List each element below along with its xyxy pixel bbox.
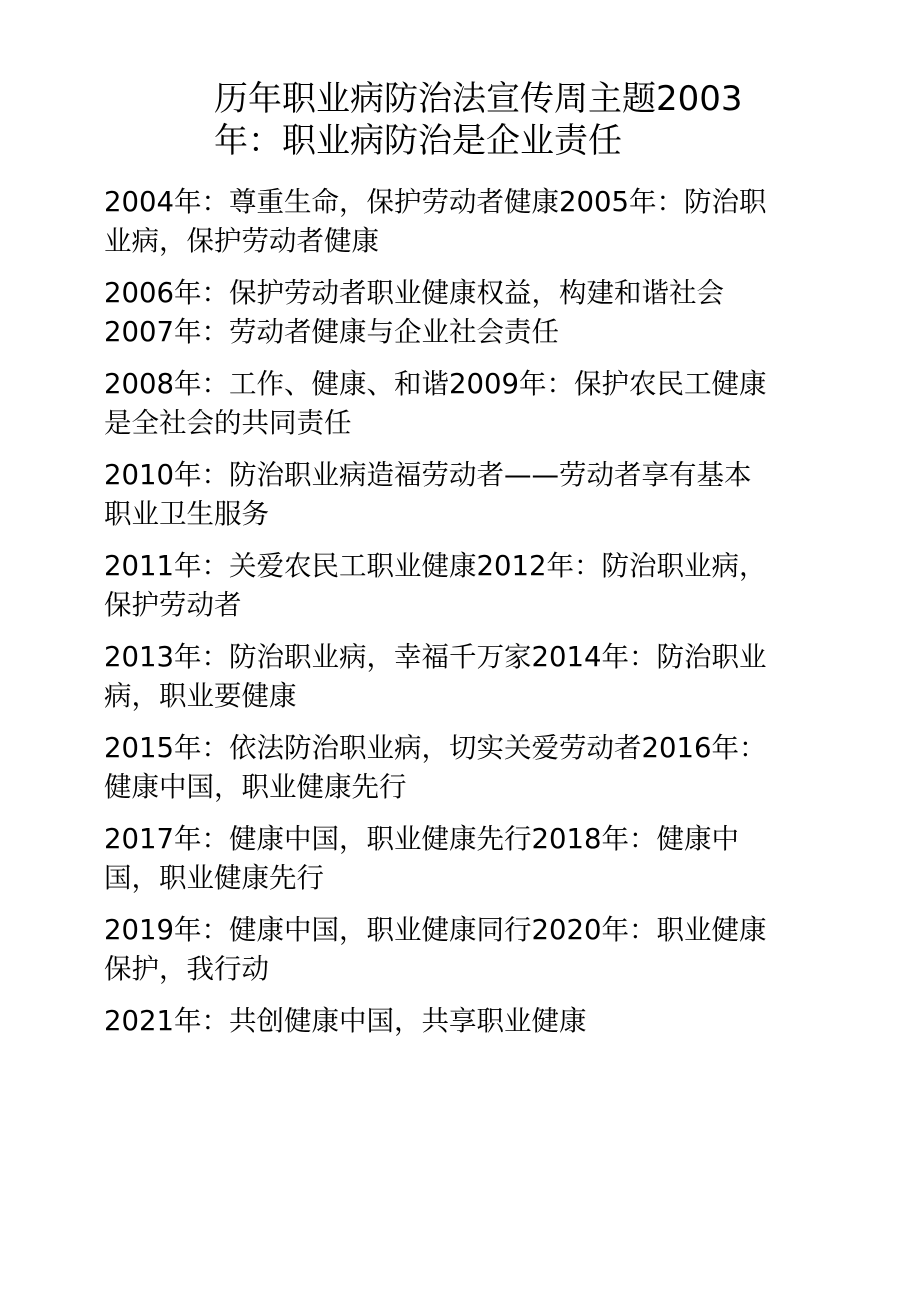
paragraph — [104, 820, 814, 897]
paragraph — [104, 1002, 814, 1041]
paragraph-line: 2017年：健康中国，职业健康先行2018年：健康中 — [104, 823, 739, 855]
paragraph-line: 保护，我行动 — [104, 952, 269, 985]
paragraph-line: 2007年：劳动者健康与企业社会责任 — [104, 315, 559, 348]
paragraph-line: 业病，保护劳动者健康 — [104, 224, 379, 257]
paragraph-line: 2015年：依法防治职业病，切实关爱劳动者2016年： — [104, 732, 767, 764]
paragraph-line: 2010年：防治职业病造福劳动者——劳动者享有基本 — [104, 459, 752, 491]
paragraph-line: 职业卫生服务 — [104, 497, 269, 530]
paragraph-line: 2011年：关爱农民工职业健康2012年：防治职业病， — [104, 550, 767, 582]
paragraph-line: 2008年：工作、健康、和谐2009年：保护农民工健康 — [104, 368, 767, 400]
paragraph-line: 是全社会的共同责任 — [104, 406, 352, 439]
paragraph-line: 病，职业要健康 — [104, 679, 297, 712]
paragraph-line: 2006年：保护劳动者职业健康权益，构建和谐社会 — [104, 277, 724, 309]
paragraph — [104, 456, 814, 533]
paragraph — [104, 274, 814, 351]
paragraph-line: 健康中国，职业健康先行 — [104, 770, 407, 803]
title-line-2: 年：职业病防治是企业责任 — [214, 121, 622, 161]
paragraph-line: 2021年：共创健康中国，共享职业健康 — [104, 1005, 587, 1037]
title-line-1: 历年职业病防治法宣传周主题2003 — [214, 79, 743, 119]
paragraph-line: 国，职业健康先行 — [104, 861, 324, 894]
document-title — [214, 78, 774, 162]
paragraph — [104, 365, 814, 442]
paragraph — [104, 729, 814, 806]
paragraph — [104, 638, 814, 715]
paragraph-line: 2019年：健康中国，职业健康同行2020年：职业健康 — [104, 914, 767, 946]
paragraph — [104, 183, 814, 260]
paragraph-line: 保护劳动者 — [104, 588, 242, 621]
document-body — [104, 183, 814, 1055]
paragraph — [104, 547, 814, 624]
paragraph-line: 2013年：防治职业病，幸福千万家2014年：防治职业 — [104, 641, 767, 673]
paragraph-line: 2004年：尊重生命，保护劳动者健康2005年：防治职 — [104, 186, 767, 218]
paragraph — [104, 911, 814, 988]
